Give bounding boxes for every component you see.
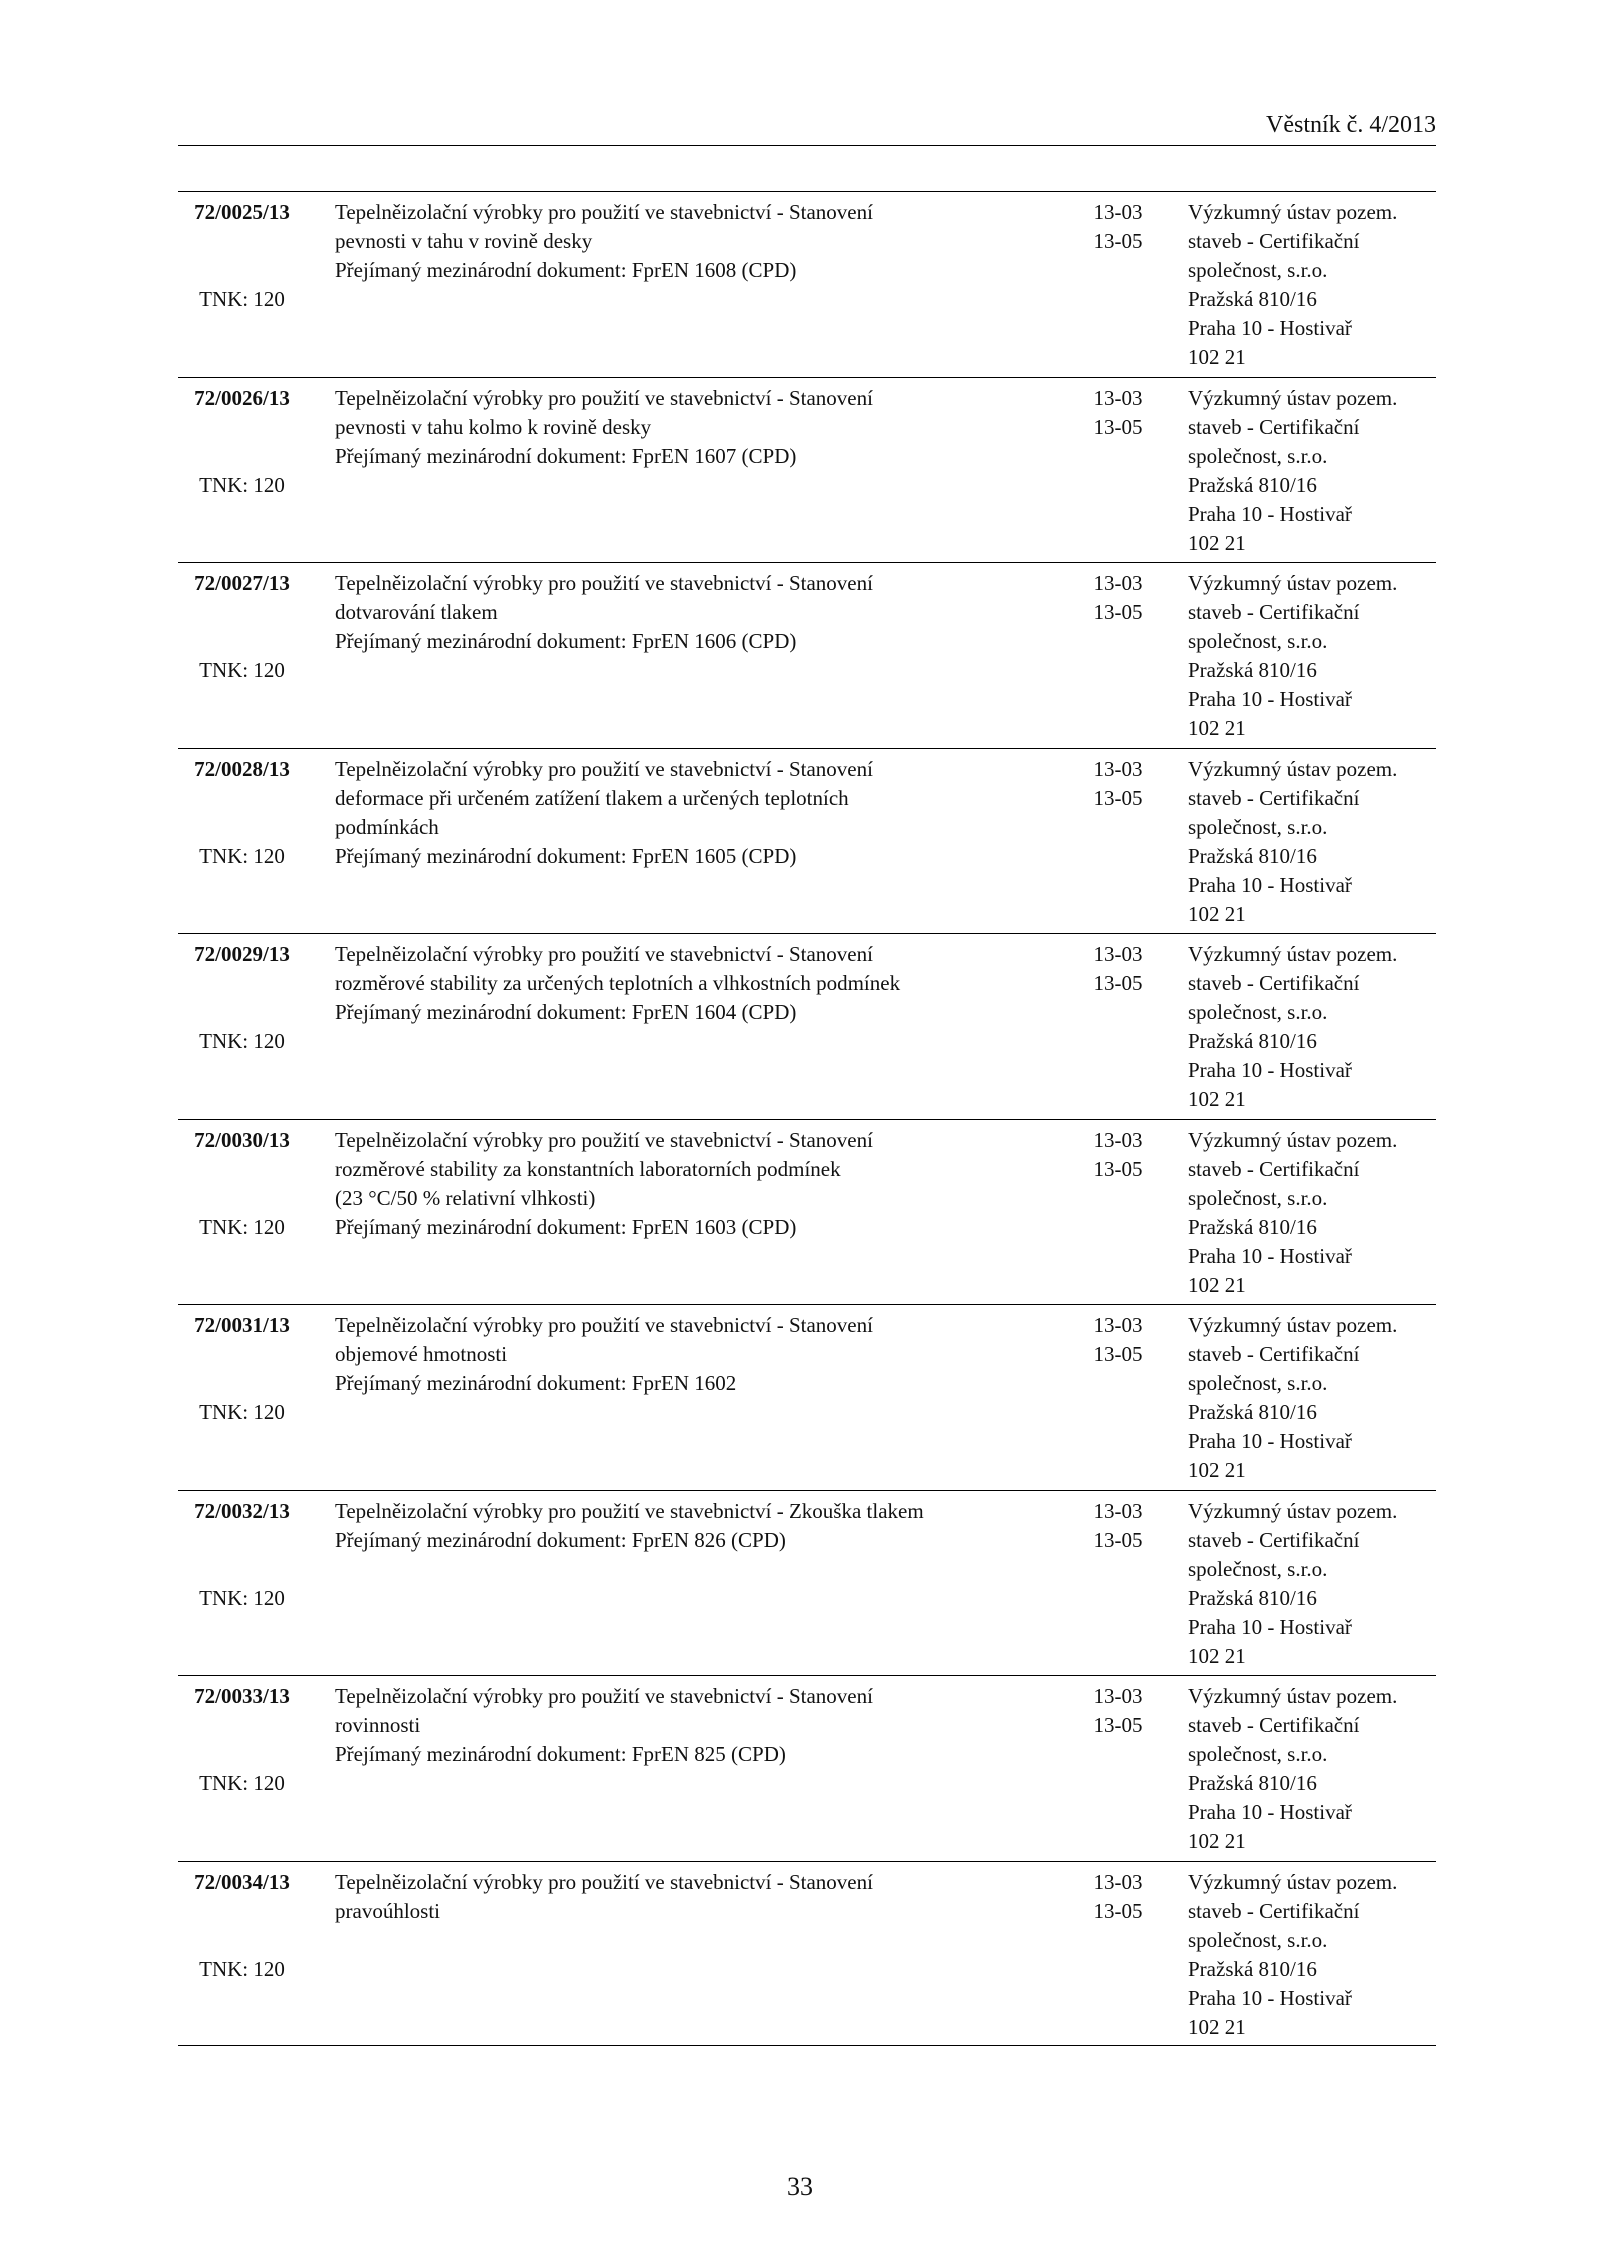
processor-line: Praha 10 - Hostivař: [1188, 1243, 1352, 1268]
processor-line: staveb - Certifikační: [1188, 1898, 1360, 1923]
processor-cell: [1188, 198, 1436, 372]
title-line: dotvarování tlakem: [335, 600, 498, 624]
classification-cell: [1063, 1126, 1173, 1184]
processor-cell: [1188, 1868, 1436, 2042]
classification-code: 13-05: [1093, 414, 1143, 439]
standard-title-cell: [335, 198, 1055, 285]
classification-code: 13-03: [1093, 571, 1143, 595]
title-line: Tepelněizolační výrobky pro použití ve stavebnictví - Stanovení: [335, 200, 873, 224]
processor-line: Praha 10 - Hostivař: [1188, 1800, 1352, 1824]
classification-code: 13-05: [1093, 1527, 1143, 1552]
processor-line: staveb - Certifikační: [1188, 1156, 1360, 1181]
processor-line: společnost, s.r.o.: [1188, 629, 1328, 653]
classification-cell: [1063, 1682, 1173, 1740]
processor-line: Výzkumný ústav pozem.: [1188, 1869, 1398, 1894]
processor-line: Pražská 810/16: [1188, 287, 1317, 311]
title-line: rozměrové stability za konstantních laboratorních podmínek: [335, 1156, 841, 1181]
standard-number-cell: [178, 755, 306, 871]
classification-code: 13-05: [1093, 785, 1143, 810]
tnk-number: TNK: 120: [199, 843, 285, 868]
title-line: Tepelněizolační výrobky pro použití ve stavebnictví - Stanovení: [335, 1869, 873, 1894]
title-line: Tepelněizolační výrobky pro použití ve stavebnictví - Stanovení: [335, 1684, 873, 1708]
table-row: [178, 748, 1436, 934]
processor-line: staveb - Certifikační: [1188, 1342, 1360, 1366]
title-line: Přejímaný mezinárodní dokument: FprEN 1603 (CPD): [335, 1214, 797, 1239]
standard-code: 72/0025/13: [194, 200, 290, 224]
classification-code: 13-03: [1093, 200, 1143, 224]
processor-line: Výzkumný ústav pozem.: [1188, 571, 1398, 595]
title-line: rovinnosti: [335, 1713, 421, 1737]
tnk-number: TNK: 120: [199, 472, 285, 497]
processor-line: 102 21: [1188, 345, 1246, 369]
title-line: Přejímaný mezinárodní dokument: FprEN 1607 (CPD): [335, 443, 797, 468]
processor-line: 102 21: [1188, 2014, 1246, 2039]
standard-code: 72/0027/13: [194, 571, 290, 595]
processor-line: Praha 10 - Hostivař: [1188, 1985, 1352, 2010]
classification-code: 13-03: [1093, 1127, 1143, 1152]
title-line: pravoúhlosti: [335, 1898, 440, 1923]
table-row: [178, 933, 1436, 1119]
processor-line: Praha 10 - Hostivař: [1188, 1614, 1352, 1639]
processor-line: Pražská 810/16: [1188, 1214, 1317, 1239]
classification-cell: [1063, 1497, 1173, 1555]
processor-line: společnost, s.r.o.: [1188, 1742, 1328, 1766]
title-line: Přejímaný mezinárodní dokument: FprEN 825 (CPD): [335, 1742, 786, 1766]
standard-title-cell: [335, 1311, 1055, 1398]
title-line: Tepelněizolační výrobky pro použití ve stavebnictví - Stanovení: [335, 571, 873, 595]
standard-code: 72/0029/13: [194, 942, 290, 966]
processor-line: Pražská 810/16: [1188, 843, 1317, 868]
title-line: Tepelněizolační výrobky pro použití ve stavebnictví - Stanovení: [335, 385, 873, 410]
processor-line: Pražská 810/16: [1188, 1585, 1317, 1610]
tnk-number: TNK: 120: [199, 287, 285, 311]
processor-line: Výzkumný ústav pozem.: [1188, 756, 1398, 781]
title-line: Přejímaný mezinárodní dokument: FprEN 826 (CPD): [335, 1527, 786, 1552]
standard-code: 72/0028/13: [194, 756, 290, 781]
title-line: Tepelněizolační výrobky pro použití ve stavebnictví - Stanovení: [335, 1313, 873, 1337]
processor-cell: [1188, 384, 1436, 558]
standard-number-cell: [178, 940, 306, 1056]
standard-title-cell: [335, 1126, 1055, 1242]
title-line: Přejímaný mezinárodní dokument: FprEN 1608 (CPD): [335, 258, 797, 282]
classification-code: 13-03: [1093, 756, 1143, 781]
processor-line: Výzkumný ústav pozem.: [1188, 942, 1398, 966]
title-line: Tepelněizolační výrobky pro použití ve stavebnictví - Stanovení: [335, 942, 873, 966]
processor-line: staveb - Certifikační: [1188, 971, 1360, 995]
table-row: [178, 377, 1436, 563]
title-line: (23 °C/50 % relativní vlhkosti): [335, 1185, 596, 1210]
processor-line: 102 21: [1188, 1458, 1246, 1482]
processor-line: staveb - Certifikační: [1188, 229, 1360, 253]
processor-line: Pražská 810/16: [1188, 658, 1317, 682]
tnk-number: TNK: 120: [199, 1400, 285, 1424]
table-row: [178, 1119, 1436, 1305]
processor-line: Pražská 810/16: [1188, 1956, 1317, 1981]
processor-line: Praha 10 - Hostivař: [1188, 316, 1352, 340]
title-line: podmínkách: [335, 814, 439, 839]
processor-line: staveb - Certifikační: [1188, 600, 1360, 624]
table-row: [178, 191, 1436, 377]
title-line: Přejímaný mezinárodní dokument: FprEN 1605 (CPD): [335, 843, 797, 868]
processor-line: společnost, s.r.o.: [1188, 1556, 1328, 1581]
standard-number-cell: [178, 1682, 306, 1798]
classification-cell: [1063, 198, 1173, 256]
processor-line: Výzkumný ústav pozem.: [1188, 200, 1398, 224]
processor-line: Výzkumný ústav pozem.: [1188, 1127, 1398, 1152]
classification-code: 13-03: [1093, 942, 1143, 966]
tnk-number: TNK: 120: [199, 1771, 285, 1795]
standard-code: 72/0031/13: [194, 1313, 290, 1337]
classification-code: 13-05: [1093, 1898, 1143, 1923]
processor-cell: [1188, 1497, 1436, 1671]
processor-line: Pražská 810/16: [1188, 1400, 1317, 1424]
classification-code: 13-05: [1093, 1342, 1143, 1366]
processor-cell: [1188, 1311, 1436, 1485]
title-line: Tepelněizolační výrobky pro použití ve stavebnictví - Stanovení: [335, 1127, 873, 1152]
title-line: Tepelněizolační výrobky pro použití ve stavebnictví - Zkouška tlakem: [335, 1498, 924, 1523]
standard-code: 72/0034/13: [194, 1869, 290, 1894]
processor-line: Praha 10 - Hostivař: [1188, 501, 1352, 526]
processor-line: 102 21: [1188, 1829, 1246, 1853]
classification-cell: [1063, 755, 1173, 813]
standard-title-cell: [335, 1682, 1055, 1769]
title-line: Tepelněizolační výrobky pro použití ve stavebnictví - Stanovení: [335, 756, 873, 781]
processor-cell: [1188, 755, 1436, 929]
tnk-number: TNK: 120: [199, 658, 285, 682]
table-row: [178, 1490, 1436, 1676]
processor-cell: [1188, 569, 1436, 743]
standard-code: 72/0026/13: [194, 385, 290, 410]
processor-line: staveb - Certifikační: [1188, 414, 1360, 439]
processor-cell: [1188, 1682, 1436, 1856]
classification-cell: [1063, 1311, 1173, 1369]
processor-line: Výzkumný ústav pozem.: [1188, 385, 1398, 410]
processor-line: společnost, s.r.o.: [1188, 443, 1328, 468]
classification-code: 13-05: [1093, 1713, 1143, 1737]
processor-line: Praha 10 - Hostivař: [1188, 1429, 1352, 1453]
title-line: Přejímaný mezinárodní dokument: FprEN 1606 (CPD): [335, 629, 797, 653]
classification-code: 13-03: [1093, 385, 1143, 410]
standard-title-cell: [335, 1497, 1055, 1555]
standard-code: 72/0030/13: [194, 1127, 290, 1152]
classification-code: 13-03: [1093, 1498, 1143, 1523]
classification-code: 13-05: [1093, 971, 1143, 995]
title-line: Přejímaný mezinárodní dokument: FprEN 1604 (CPD): [335, 1000, 797, 1024]
standard-code: 72/0032/13: [194, 1498, 290, 1523]
processor-line: Pražská 810/16: [1188, 472, 1317, 497]
classification-cell: [1063, 1868, 1173, 1926]
processor-line: Výzkumný ústav pozem.: [1188, 1684, 1398, 1708]
tnk-number: TNK: 120: [199, 1029, 285, 1053]
processor-line: 102 21: [1188, 1087, 1246, 1111]
page-header: [178, 108, 1436, 146]
standard-number-cell: [178, 384, 306, 500]
standard-title-cell: [335, 1868, 1055, 1926]
title-line: pevnosti v tahu kolmo k rovině desky: [335, 414, 652, 439]
processor-line: Výzkumný ústav pozem.: [1188, 1498, 1398, 1523]
processor-line: společnost, s.r.o.: [1188, 258, 1328, 282]
processor-line: 102 21: [1188, 530, 1246, 555]
processor-line: společnost, s.r.o.: [1188, 1185, 1328, 1210]
tnk-number: TNK: 120: [199, 1956, 285, 1981]
classification-code: 13-05: [1093, 1156, 1143, 1181]
standard-title-cell: [335, 569, 1055, 656]
processor-line: 102 21: [1188, 1643, 1246, 1668]
classification-cell: [1063, 384, 1173, 442]
processor-cell: [1188, 940, 1436, 1114]
standard-number-cell: [178, 1126, 306, 1242]
classification-cell: [1063, 940, 1173, 998]
classification-code: 13-03: [1093, 1684, 1143, 1708]
table-row: [178, 1675, 1436, 1861]
processor-line: Výzkumný ústav pozem.: [1188, 1313, 1398, 1337]
standard-title-cell: [335, 940, 1055, 1027]
processor-line: 102 21: [1188, 1272, 1246, 1297]
processor-line: společnost, s.r.o.: [1188, 814, 1328, 839]
processor-line: Pražská 810/16: [1188, 1029, 1317, 1053]
processor-line: staveb - Certifikační: [1188, 1527, 1360, 1552]
processor-line: Praha 10 - Hostivař: [1188, 687, 1352, 711]
title-line: rozměrové stability za určených teplotních a vlhkostních podmínek: [335, 971, 901, 995]
title-line: deformace při určeném zatížení tlakem a určených teplotních: [335, 785, 849, 810]
classification-code: 13-05: [1093, 600, 1143, 624]
processor-cell: [1188, 1126, 1436, 1300]
processor-line: Pražská 810/16: [1188, 1771, 1317, 1795]
processor-line: společnost, s.r.o.: [1188, 1000, 1328, 1024]
standard-number-cell: [178, 1868, 306, 1984]
processor-line: 102 21: [1188, 716, 1246, 740]
standard-number-cell: [178, 1311, 306, 1427]
standard-number-cell: [178, 569, 306, 685]
classification-code: 13-05: [1093, 229, 1143, 253]
processor-line: společnost, s.r.o.: [1188, 1371, 1328, 1395]
title-line: objemové hmotnosti: [335, 1342, 508, 1366]
processor-line: 102 21: [1188, 901, 1246, 926]
processor-line: staveb - Certifikační: [1188, 1713, 1360, 1737]
classification-code: 13-03: [1093, 1313, 1143, 1337]
standard-number-cell: [178, 198, 306, 314]
standard-title-cell: [335, 755, 1055, 871]
standard-title-cell: [335, 384, 1055, 471]
processor-line: Praha 10 - Hostivař: [1188, 1058, 1352, 1082]
table-row: [178, 1304, 1436, 1490]
classification-code: 13-03: [1093, 1869, 1143, 1894]
title-line: pevnosti v tahu v rovině desky: [335, 229, 593, 253]
processor-line: Praha 10 - Hostivař: [1188, 872, 1352, 897]
standard-code: 72/0033/13: [194, 1684, 290, 1708]
table-row: [178, 562, 1436, 748]
processor-line: společnost, s.r.o.: [1188, 1927, 1328, 1952]
classification-cell: [1063, 569, 1173, 627]
title-line: Přejímaný mezinárodní dokument: FprEN 1602: [335, 1371, 737, 1395]
standard-number-cell: [178, 1497, 306, 1613]
table-row: [178, 1861, 1436, 2047]
tnk-number: TNK: 120: [199, 1585, 285, 1610]
page-number: 33: [787, 2172, 813, 2201]
processor-line: staveb - Certifikační: [1188, 785, 1360, 810]
standards-table: [178, 191, 1436, 2046]
bulletin-title: Věstník č. 4/2013: [1266, 112, 1436, 138]
tnk-number: TNK: 120: [199, 1214, 285, 1239]
